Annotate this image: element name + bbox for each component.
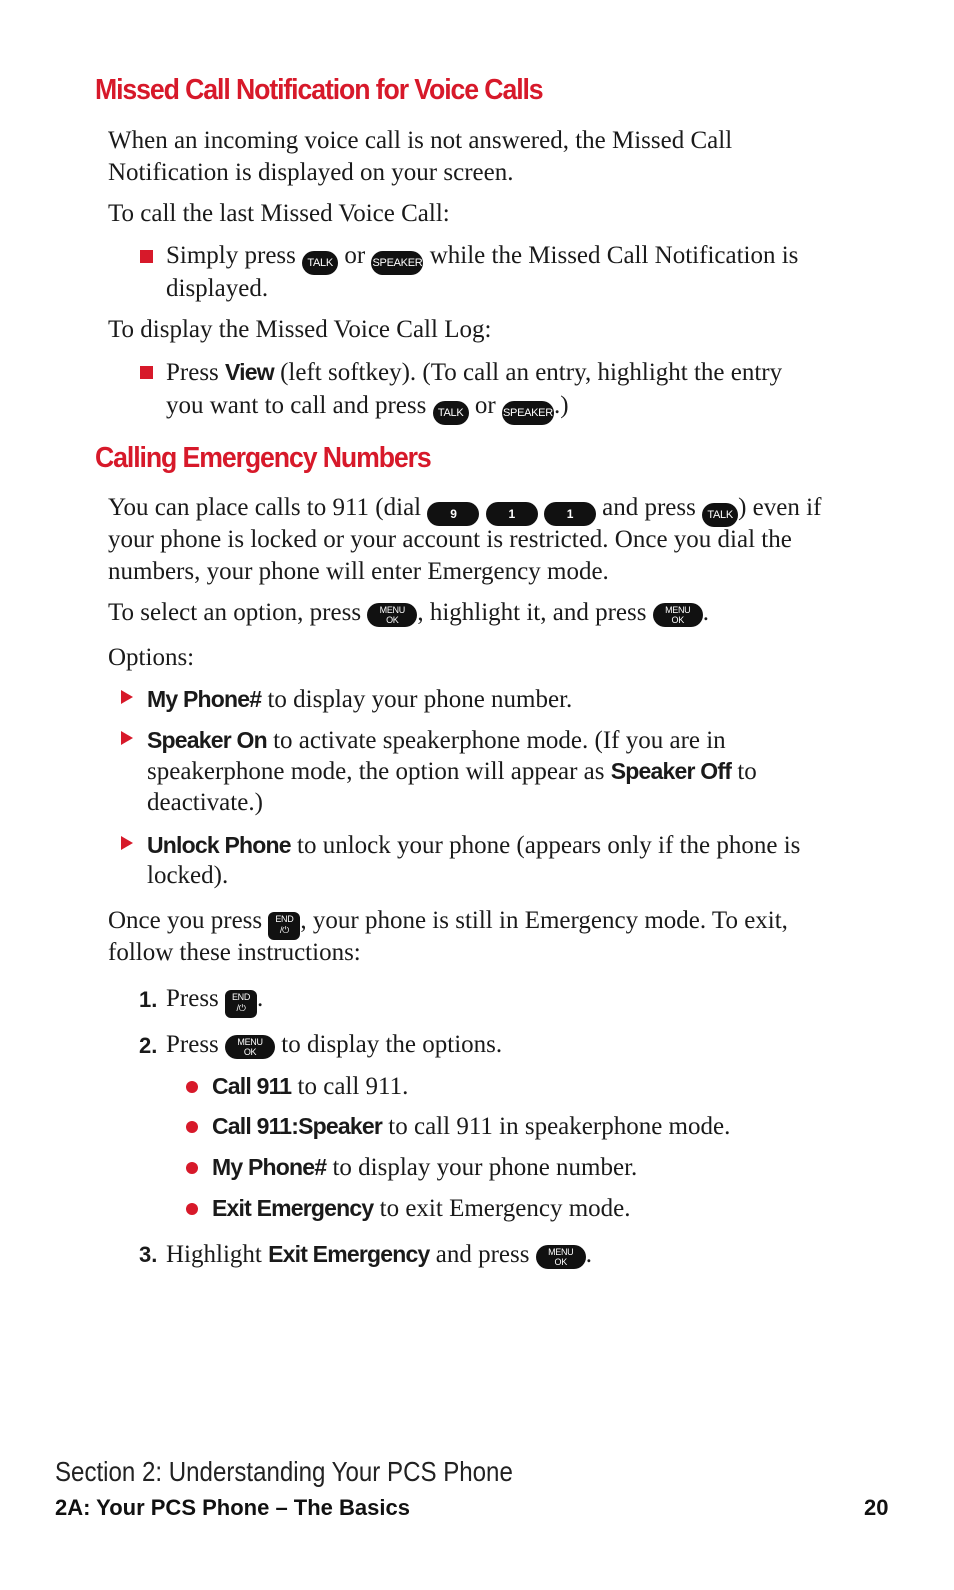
bullet-item: Press View (left softkey). (To call an entry, highlight the entry — [166, 359, 783, 386]
paragraph-line: To display the Missed Voice Call Log: — [108, 316, 492, 343]
dot-bullet-icon — [186, 1081, 198, 1093]
option-item-cont: speakerphone mode, the option will appear as Speaker Off to — [147, 758, 757, 785]
menu-ok-key-icon: MENU OK — [225, 1035, 275, 1059]
paragraph-line: When an incoming voice call is not answered, the Missed Call — [108, 127, 733, 154]
step-item: Press END /⏻ . — [166, 983, 263, 1018]
footer-chapter-title: 2A: Your PCS Phone – The Basics — [55, 1495, 410, 1520]
menu-ok-key-icon: MENU OK — [536, 1245, 586, 1269]
talk-key-icon: TALK — [302, 251, 338, 275]
end-power-key-icon: END /⏻ — [225, 990, 257, 1018]
option-item-cont: deactivate.) — [147, 789, 263, 816]
speaker-key-icon: SPEAKER — [371, 251, 423, 275]
step-number: 2. — [139, 1033, 158, 1058]
paragraph-line: your phone is locked or your account is restricted. Once you dial the — [108, 526, 792, 553]
step-number: 3. — [139, 1242, 158, 1267]
paragraph-line: Once you press END /⏻ , your phone is still in Emergency mode. To exit, — [108, 905, 788, 940]
paragraph-line: You can place calls to 911 (dial 9 1 1 and press TALK ) even if — [108, 492, 821, 527]
footer-section-title: Section 2: Understanding Your PCS Phone — [55, 1456, 513, 1487]
paragraph-line: To select an option, press MENU OK , highlight it, and press MENU OK . — [108, 599, 709, 626]
section-heading-emergency: Calling Emergency Numbers — [95, 442, 431, 474]
end-power-key-icon: END /⏻ — [268, 912, 300, 940]
option-item: My Phone# to display your phone number. — [147, 686, 573, 713]
square-bullet-icon — [140, 366, 153, 379]
page-number: 20 — [864, 1495, 889, 1520]
menu-ok-key-icon: MENU OK — [367, 603, 417, 627]
arrow-bullet-icon — [121, 836, 133, 850]
sub-option-item: Call 911:Speaker to call 911 in speakerphone mode. — [212, 1113, 731, 1140]
paragraph-line: numbers, your phone will enter Emergency mode. — [108, 558, 609, 585]
paragraph-line: Notification is displayed on your screen. — [108, 159, 514, 186]
one-key-icon: 1 — [544, 502, 596, 526]
paragraph-line: To call the last Missed Voice Call: — [108, 200, 450, 227]
section-heading-missed-call: Missed Call Notification for Voice Calls — [95, 74, 543, 106]
option-item: Speaker On to activate speakerphone mode. (If you are in — [147, 727, 726, 754]
step-number: 1. — [139, 987, 158, 1012]
sub-option-item: Call 911 to call 911. — [212, 1073, 409, 1100]
option-item-cont: locked). — [147, 862, 229, 889]
menu-ok-key-icon: MENU OK — [653, 603, 703, 627]
option-item: Unlock Phone to unlock your phone (appears only if the phone is — [147, 832, 801, 859]
dot-bullet-icon — [186, 1203, 198, 1215]
paragraph-line: Options: — [108, 644, 195, 671]
arrow-bullet-icon — [121, 690, 133, 704]
bullet-item-cont: you want to call and press TALK or SPEAKER.) — [166, 390, 569, 425]
step-item: Highlight Exit Emergency and press MENU OK . — [166, 1241, 592, 1268]
one-key-icon: 1 — [486, 502, 538, 526]
arrow-bullet-icon — [121, 731, 133, 745]
dot-bullet-icon — [186, 1121, 198, 1133]
dot-bullet-icon — [186, 1162, 198, 1174]
bullet-item-cont: displayed. — [166, 275, 269, 302]
sub-option-item: My Phone# to display your phone number. — [212, 1154, 638, 1181]
square-bullet-icon — [140, 250, 153, 263]
step-item: Press MENU OK to display the options. — [166, 1031, 503, 1058]
talk-key-icon: TALK — [702, 503, 738, 527]
bullet-item: Simply press TALK or SPEAKER while the Missed Call Notification is — [166, 240, 798, 275]
softkey-label: View — [225, 359, 274, 385]
talk-key-icon: TALK — [433, 401, 469, 425]
sub-option-item: Exit Emergency to exit Emergency mode. — [212, 1195, 631, 1222]
paragraph-line: follow these instructions: — [108, 939, 361, 966]
speaker-key-icon: SPEAKER — [502, 401, 554, 425]
nine-key-icon: 9 — [427, 502, 479, 526]
